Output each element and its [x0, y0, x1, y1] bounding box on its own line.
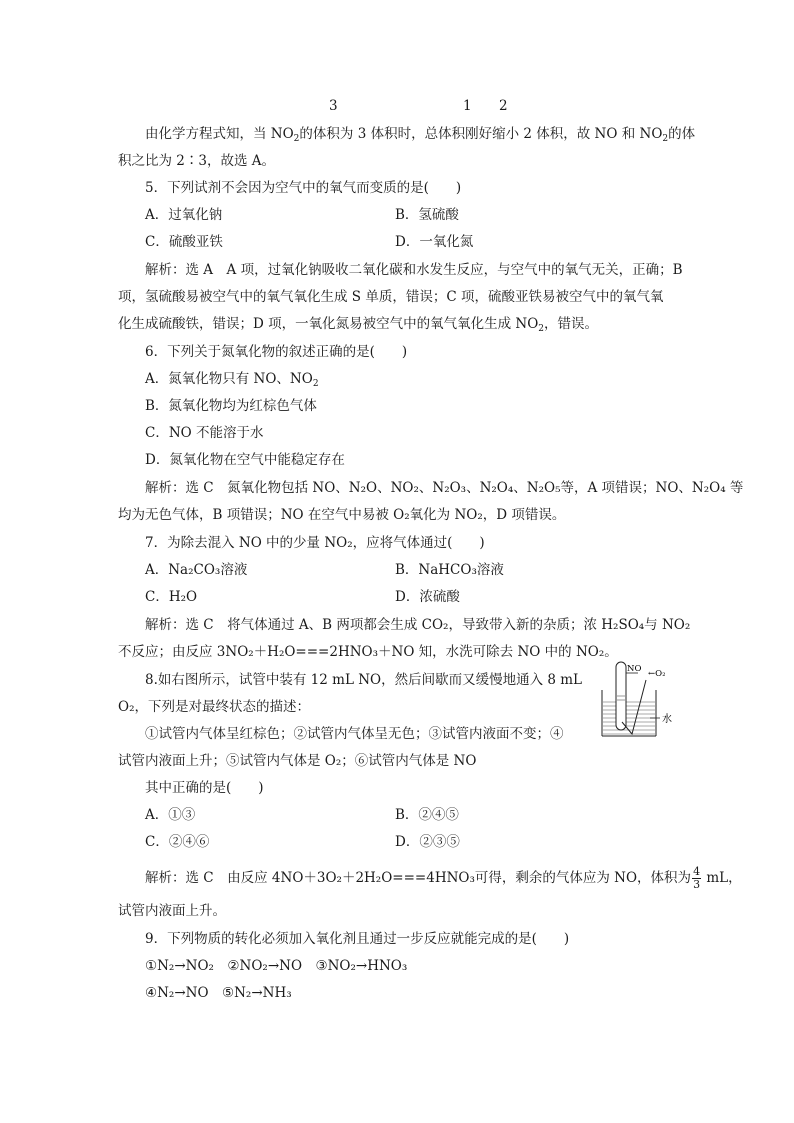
test-tube-diagram: [598, 660, 694, 744]
question-stem: 7．为除去混入 NO 中的少量 NO₂，应将气体通过( ): [145, 535, 485, 551]
explanation-line: 解析：选 C 由反应 4NO＋3O₂＋2H₂O===4HNO₃可得，剩余的气体应为 NO，体积为 $\frac{4}{3}$ mL，: [145, 865, 742, 891]
top-number: 1: [463, 98, 472, 114]
top-number: 3: [329, 98, 338, 114]
explanation-line: 化生成硫酸铁，错误；D 项，一氧化氮易被空气中的氧气氧化生成 $NO_2$，错误。: [118, 316, 599, 334]
option-a: A．氮氧化物只有 NO、$NO_2$: [145, 371, 319, 389]
question-ask: 其中正确的是( ): [145, 780, 264, 796]
explanation-line: 解析：选 C 将气体通过 A、B 两项都会生成 CO₂，导致带入新的杂质；浓 H₂SO₄与 NO₂: [145, 617, 691, 633]
option-c: C．H₂O: [145, 589, 198, 605]
top-number: 2: [499, 98, 508, 114]
water-label: 水: [662, 714, 672, 725]
option-b: B．氮氧化物均为红棕色气体: [145, 398, 317, 414]
option-d: D．一氧化氮: [395, 234, 474, 250]
explanation-line: 项，氢硫酸易被空气中的氧气氧化生成 S 单质，错误；C 项，硫酸亚铁易被空气中的氧气氧: [118, 289, 664, 305]
o2-label: ←O₂: [648, 669, 666, 679]
explanation-line: 积之比为 2∶3，故选 A。: [118, 153, 276, 169]
option-b: B．氢硫酸: [395, 207, 459, 223]
explanation-line: 均为无色气体，B 项错误；NO 在空气中易被 O₂氧化为 NO₂，D 项错误。: [118, 507, 566, 523]
water-trough: [602, 690, 656, 736]
option-a: A．Na₂CO₃溶液: [145, 562, 248, 578]
no-label: NO: [627, 664, 642, 674]
choice-line: ①N₂→NO₂ ②NO₂→NO ③NO₂→HNO₃: [145, 958, 408, 974]
question-stem: 9．下列物质的转化必须加入氧化剂且通过一步反应就能完成的是( ): [145, 931, 570, 947]
option-b: B．NaHCO₃溶液: [395, 562, 504, 578]
option-d: D．浓硫酸: [395, 589, 460, 605]
explanation-line: 由化学方程式知，当 $NO_2$的体积为 3 体积时，总体积刚好缩小 2 体积，故 NO 和 $NO_2$的体: [145, 126, 696, 144]
option-c: C．NO 不能溶于水: [145, 425, 264, 441]
explanation-line: 试管内液面上升。: [118, 903, 226, 919]
statement-line: 试管内液面上升；⑤试管内气体是 O₂；⑥试管内气体是 NO: [118, 753, 477, 769]
option-d: D．氮氧化物在空气中能稳定存在: [145, 452, 345, 468]
explanation-line: 解析：选 A A 项，过氧化钠吸收二氧化碳和水发生反应，与空气中的氧气无关，正确；B: [145, 262, 683, 278]
test-tube: [616, 662, 626, 730]
question-stem: 8.如右图所示，试管中装有 12 mL NO，然后间歇而又缓慢地通入 8 mL: [145, 672, 583, 688]
fraction: $\frac{4}{3}$: [693, 865, 701, 891]
option-c: C．②④⑥: [145, 834, 210, 850]
option-a: A．①③: [145, 807, 196, 823]
explanation-line: 解析：选 C 氮氧化物包括 NO、N₂O、NO₂、N₂O₃、N₂O₄、N₂O₅等，A 项错误；NO、N₂O₄ 等: [145, 480, 744, 496]
option-c: C．硫酸亚铁: [145, 234, 223, 250]
question-stem: 5．下列试剂不会因为空气中的氧气而变质的是( ): [145, 180, 462, 196]
statement-line: ①试管内气体呈红棕色；②试管内气体呈无色；③试管内液面不变；④: [145, 726, 564, 742]
question-stem: 6．下列关于氮氧化物的叙述正确的是( ): [145, 344, 408, 360]
option-d: D．②③⑤: [395, 834, 460, 850]
option-a: A．过氧化钠: [145, 207, 223, 223]
question-stem: O₂，下列是对最终状态的描述：: [118, 699, 310, 715]
option-b: B．②④⑤: [395, 807, 459, 823]
choice-line: ④N₂→NO ⑤N₂→NH₃: [145, 985, 292, 1001]
explanation-line: 不反应；由反应 3NO₂＋H₂O===2HNO₃＋NO 知，水洗可除去 NO 中的 NO₂。: [118, 644, 618, 660]
